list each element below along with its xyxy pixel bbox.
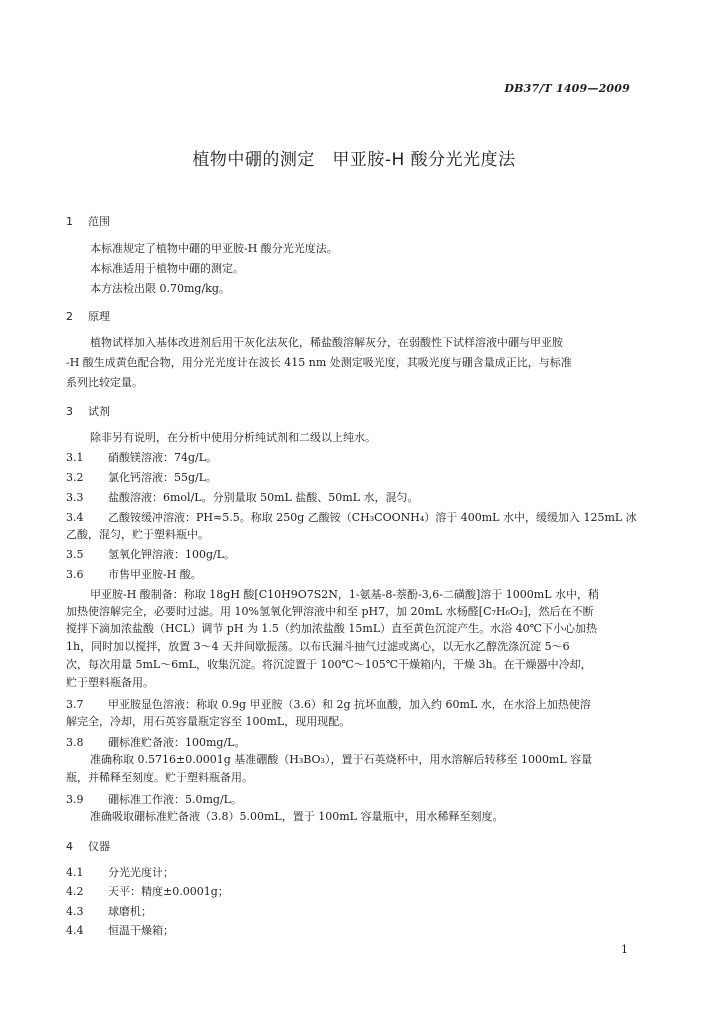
paragraph-line: 植物试样加入基体改进剂后用干灰化法灰化，稀盐酸溶解灰分，在弱酸性下试样溶液中硼与甲亚胺 xyxy=(90,336,563,349)
list-item: 4.4 恒温干燥箱； xyxy=(66,924,174,937)
list-item: 3.9 硼标准工作液：5.0mg/L。 xyxy=(66,793,242,806)
paragraph-line: 加热使溶解完全，必要时过滤。用 10%氢氧化钾溶液中和至 pH7，加 20mL 水杨醛[C₇H₆O₂]，然后在不断 xyxy=(66,605,594,618)
standard-code: DB37/T 1409—2009 xyxy=(504,82,630,95)
list-item: 3.5 氢氧化钾溶液：100g/L。 xyxy=(66,548,236,561)
paragraph-line: 准确吸取硼标准贮备液（3.8）5.00mL，置于 100mL 容量瓶中，用水稀释至刻度。 xyxy=(90,810,504,823)
paragraph-line: 本方法检出限 0.70mg/kg。 xyxy=(90,282,230,295)
paragraph-line: 次，每次用量 5mL～6mL，收集沉淀。将沉淀置于 100℃～105℃干燥箱内，干燥 3h。在干燥器中冷却， xyxy=(66,658,592,671)
paragraph-line: 搅拌下滴加浓盐酸（HCL）调节 pH 为 1.5（约加浓盐酸 15mL）直至黄色沉淀产生。水浴 40℃下小心加热 xyxy=(66,622,597,635)
section-heading: 3 试剂 xyxy=(66,405,110,418)
document-title: 植物中硼的测定 甲亚胺-H 酸分光光度法 xyxy=(192,150,516,170)
paragraph-line: 瓶，并稀释至刻度。贮于塑料瓶备用。 xyxy=(66,771,253,784)
section-heading: 2 原理 xyxy=(66,310,110,323)
paragraph-line: 本标准规定了植物中硼的甲亚胺-H 酸分光光度法。 xyxy=(90,242,338,255)
section-heading: 4 仪器 xyxy=(66,840,110,853)
list-item: 3.7 甲亚胺显色溶液：称取 0.9g 甲亚胺（3.6）和 2g 抗坏血酸，加入约 60mL 水，在水浴上加热使溶 xyxy=(66,698,591,711)
list-item: 3.2 氯化钙溶液：55g/L。 xyxy=(66,471,218,484)
paragraph-line: 系列比较定量。 xyxy=(66,376,143,389)
list-item: 3.3 盐酸溶液：6mol/L。分别量取 50mL 盐酸、50mL 水，混匀。 xyxy=(66,491,419,504)
paragraph-line: -H 酸生成黄色配合物，用分光光度计在波长 415 nm 处测定吸光度，其吸光度与硼含量成正比，与标准 xyxy=(66,356,572,369)
paragraph-line: 本标准适用于植物中硼的测定。 xyxy=(90,262,244,275)
list-item: 3.8 硼标准贮备液：100mg/L。 xyxy=(66,736,246,749)
list-item: 4.2 天平：精度±0.0001g； xyxy=(66,885,229,898)
list-item: 3.6 市售甲亚胺-H 酸。 xyxy=(66,568,202,581)
paragraph-line: 贮于塑料瓶备用。 xyxy=(66,676,154,689)
page-number: 1 xyxy=(621,943,628,956)
paragraph-line: 除非另有说明，在分析中使用分析纯试剂和二级以上纯水。 xyxy=(90,431,376,444)
list-item: 3.4 乙酸铵缓冲溶液：PH≈5.5。称取 250g 乙酸铵（CH₃COONH₄）溶于 400mL 水中，缓缓加入 125mL 冰 xyxy=(66,511,637,524)
section-heading: 1 范围 xyxy=(66,215,110,228)
list-item: 4.1 分光光度计； xyxy=(66,866,174,879)
paragraph-line: 乙酸，混匀，贮于塑料瓶中。 xyxy=(66,528,209,541)
paragraph-line: 解完全，冷却，用石英容量瓶定容至 100mL，现用现配。 xyxy=(66,715,351,728)
paragraph-line: 准确称取 0.5716±0.0001g 基准硼酸（H₃BO₃），置于石英烧杯中，用水溶解后转移至 1000mL 容量 xyxy=(90,753,593,766)
list-item: 4.3 球磨机； xyxy=(66,905,152,918)
paragraph-line: 1h，同时加以搅拌，放置 3～4 天并间歇振荡。以布氏漏斗抽气过滤或离心，以无水乙醇洗涤沉淀 5～6 xyxy=(66,640,570,653)
paragraph-line: 甲亚胺-H 酸制备：称取 18gH 酸[C10H9O7S2N，1-氨基-8-萘酚-3,6-二磺酸]溶于 1000mL 水中，稍 xyxy=(90,588,599,601)
list-item: 3.1 硝酸镁溶液：74g/L。 xyxy=(66,451,218,464)
